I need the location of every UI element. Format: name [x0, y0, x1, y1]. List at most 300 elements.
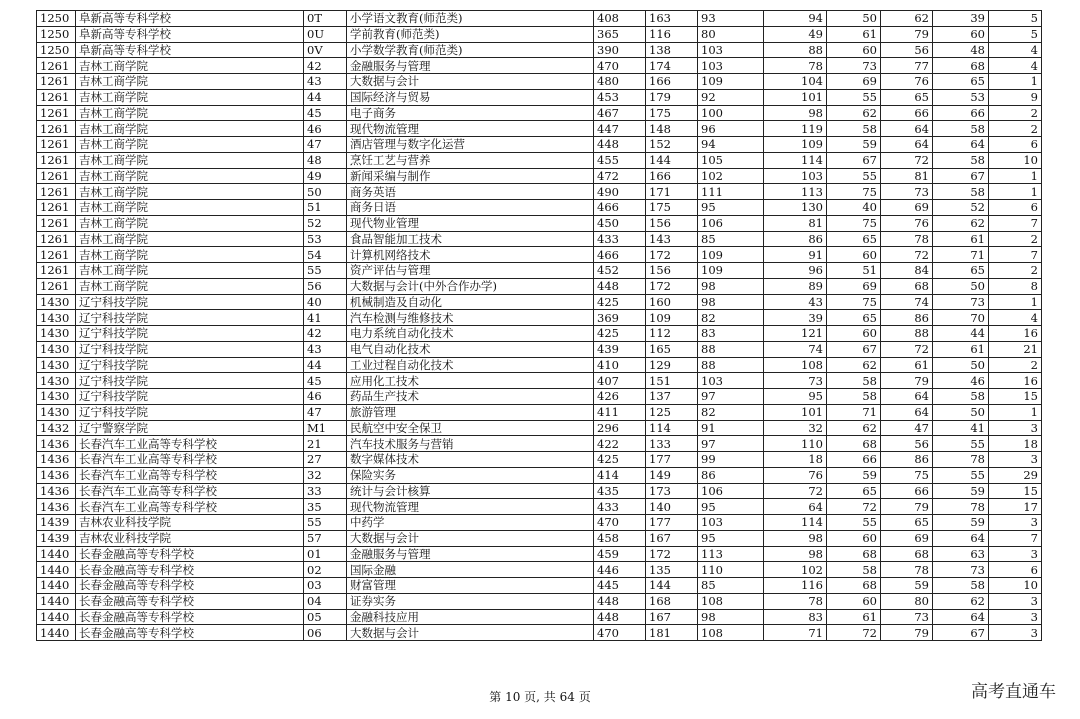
cell-major-name: 现代物业管理: [347, 215, 594, 231]
cell-score-d: 55: [827, 89, 881, 105]
cell-score-d: 61: [827, 26, 881, 42]
cell-score-a: 151: [646, 373, 698, 389]
cell-major-name: 金融服务与管理: [347, 58, 594, 74]
cell-score-b: 85: [698, 231, 764, 247]
cell-score-f: 73: [933, 562, 989, 578]
cell-major-name: 大数据与会计: [347, 74, 594, 90]
table-row: [37, 184, 1042, 200]
cell-score-d: 75: [827, 215, 881, 231]
cell-score-c: 91: [764, 247, 827, 263]
cell-score-total: 466: [594, 200, 646, 216]
cell-college-code: 1430: [37, 404, 76, 420]
cell-score-e: 73: [881, 609, 933, 625]
cell-college-name: 长春汽车工业高等专科学校: [76, 483, 304, 499]
cell-score-e: 64: [881, 389, 933, 405]
cell-major-code: 44: [304, 89, 347, 105]
cell-score-b: 103: [698, 373, 764, 389]
table-row: [37, 137, 1042, 153]
cell-major-code: 05: [304, 609, 347, 625]
cell-score-d: 59: [827, 467, 881, 483]
cell-score-a: 125: [646, 404, 698, 420]
cell-major-name: 民航空中安全保卫: [347, 420, 594, 436]
cell-score-a: 156: [646, 215, 698, 231]
table-row: [37, 625, 1042, 641]
cell-major-code: 32: [304, 467, 347, 483]
cell-score-d: 55: [827, 168, 881, 184]
cell-score-b: 103: [698, 58, 764, 74]
cell-score-e: 77: [881, 58, 933, 74]
cell-college-code: 1261: [37, 278, 76, 294]
cell-college-name: 长春汽车工业高等专科学校: [76, 452, 304, 468]
cell-college-name: 辽宁警察学院: [76, 420, 304, 436]
table-row: [37, 26, 1042, 42]
cell-college-code: 1436: [37, 436, 76, 452]
table-row: [37, 247, 1042, 263]
cell-score-total: 448: [594, 609, 646, 625]
table-row: [37, 341, 1042, 357]
table-row: [37, 593, 1042, 609]
cell-major-name: 财富管理: [347, 578, 594, 594]
cell-score-c: 88: [764, 42, 827, 58]
cell-score-a: 171: [646, 184, 698, 200]
cell-major-name: 工业过程自动化技术: [347, 357, 594, 373]
cell-major-name: 旅游管理: [347, 404, 594, 420]
cell-score-b: 97: [698, 436, 764, 452]
cell-score-total: 439: [594, 341, 646, 357]
cell-college-code: 1440: [37, 546, 76, 562]
cell-rank-count: 5: [989, 11, 1042, 27]
cell-rank-count: 18: [989, 436, 1042, 452]
cell-score-a: 143: [646, 231, 698, 247]
cell-college-name: 吉林工商学院: [76, 278, 304, 294]
cell-college-code: 1261: [37, 231, 76, 247]
cell-college-name: 阜新高等专科学校: [76, 11, 304, 27]
cell-major-code: 46: [304, 121, 347, 137]
cell-rank-count: 3: [989, 420, 1042, 436]
cell-major-name: 大数据与会计: [347, 530, 594, 546]
watermark-logo-text: 高考直通车: [971, 682, 1056, 702]
cell-score-f: 46: [933, 373, 989, 389]
cell-score-f: 65: [933, 74, 989, 90]
cell-score-b: 108: [698, 625, 764, 641]
cell-score-a: 174: [646, 58, 698, 74]
cell-college-code: 1261: [37, 137, 76, 153]
cell-score-f: 64: [933, 530, 989, 546]
cell-score-e: 73: [881, 184, 933, 200]
cell-score-a: 173: [646, 483, 698, 499]
cell-score-d: 59: [827, 137, 881, 153]
cell-rank-count: 21: [989, 341, 1042, 357]
cell-score-a: 165: [646, 341, 698, 357]
cell-score-f: 64: [933, 609, 989, 625]
cell-score-f: 60: [933, 26, 989, 42]
cell-score-f: 67: [933, 168, 989, 184]
cell-score-b: 80: [698, 26, 764, 42]
cell-college-code: 1440: [37, 609, 76, 625]
table-row: [37, 562, 1042, 578]
cell-college-code: 1430: [37, 373, 76, 389]
cell-score-d: 71: [827, 404, 881, 420]
cell-major-name: 商务英语: [347, 184, 594, 200]
cell-score-b: 95: [698, 200, 764, 216]
cell-college-code: 1436: [37, 467, 76, 483]
cell-score-b: 95: [698, 499, 764, 515]
cell-score-b: 100: [698, 105, 764, 121]
cell-score-e: 76: [881, 74, 933, 90]
cell-major-code: 02: [304, 562, 347, 578]
cell-major-code: 47: [304, 404, 347, 420]
table-row: [37, 105, 1042, 121]
cell-score-c: 103: [764, 168, 827, 184]
cell-score-e: 86: [881, 310, 933, 326]
cell-college-name: 吉林工商学院: [76, 89, 304, 105]
table-row: [37, 483, 1042, 499]
cell-rank-count: 7: [989, 215, 1042, 231]
cell-score-f: 63: [933, 546, 989, 562]
cell-college-name: 阜新高等专科学校: [76, 26, 304, 42]
cell-rank-count: 3: [989, 625, 1042, 641]
cell-major-name: 大数据与会计(中外合作办学): [347, 278, 594, 294]
cell-rank-count: 2: [989, 105, 1042, 121]
cell-college-name: 吉林工商学院: [76, 168, 304, 184]
cell-score-b: 102: [698, 168, 764, 184]
cell-major-code: 55: [304, 515, 347, 531]
cell-score-f: 71: [933, 247, 989, 263]
cell-major-name: 食品智能加工技术: [347, 231, 594, 247]
cell-score-e: 72: [881, 247, 933, 263]
cell-score-total: 448: [594, 278, 646, 294]
cell-score-total: 426: [594, 389, 646, 405]
cell-major-name: 统计与会计核算: [347, 483, 594, 499]
table-row: [37, 168, 1042, 184]
cell-major-code: 21: [304, 436, 347, 452]
cell-score-f: 48: [933, 42, 989, 58]
cell-score-e: 69: [881, 530, 933, 546]
cell-score-c: 32: [764, 420, 827, 436]
cell-score-c: 114: [764, 515, 827, 531]
cell-score-b: 83: [698, 326, 764, 342]
cell-score-b: 106: [698, 483, 764, 499]
cell-college-code: 1430: [37, 341, 76, 357]
cell-score-d: 62: [827, 420, 881, 436]
cell-score-a: 181: [646, 625, 698, 641]
cell-score-total: 411: [594, 404, 646, 420]
cell-score-a: 177: [646, 515, 698, 531]
cell-score-c: 39: [764, 310, 827, 326]
cell-rank-count: 2: [989, 121, 1042, 137]
cell-college-code: 1430: [37, 357, 76, 373]
cell-college-code: 1440: [37, 578, 76, 594]
cell-score-total: 414: [594, 467, 646, 483]
cell-major-name: 国际金融: [347, 562, 594, 578]
table-row: [37, 74, 1042, 90]
table-row: [37, 609, 1042, 625]
cell-score-c: 83: [764, 609, 827, 625]
cell-major-code: 43: [304, 341, 347, 357]
cell-college-code: 1250: [37, 26, 76, 42]
cell-score-total: 455: [594, 152, 646, 168]
cell-score-d: 58: [827, 562, 881, 578]
cell-rank-count: 7: [989, 247, 1042, 263]
cell-rank-count: 1: [989, 184, 1042, 200]
cell-score-c: 94: [764, 11, 827, 27]
cell-score-c: 98: [764, 530, 827, 546]
cell-rank-count: 16: [989, 373, 1042, 389]
cell-score-d: 72: [827, 499, 881, 515]
cell-score-a: 140: [646, 499, 698, 515]
cell-college-code: 1261: [37, 89, 76, 105]
cell-college-code: 1440: [37, 593, 76, 609]
cell-score-a: 156: [646, 263, 698, 279]
cell-score-b: 109: [698, 247, 764, 263]
cell-score-d: 60: [827, 42, 881, 58]
cell-college-name: 吉林工商学院: [76, 152, 304, 168]
cell-score-e: 72: [881, 341, 933, 357]
cell-score-total: 408: [594, 11, 646, 27]
cell-score-f: 68: [933, 58, 989, 74]
cell-score-b: 105: [698, 152, 764, 168]
cell-rank-count: 10: [989, 152, 1042, 168]
cell-college-name: 辽宁科技学院: [76, 373, 304, 389]
cell-major-code: 57: [304, 530, 347, 546]
cell-score-f: 65: [933, 263, 989, 279]
cell-score-b: 98: [698, 278, 764, 294]
cell-college-name: 辽宁科技学院: [76, 341, 304, 357]
cell-score-d: 65: [827, 231, 881, 247]
table-row: [37, 11, 1042, 27]
cell-college-code: 1261: [37, 121, 76, 137]
cell-major-name: 现代物流管理: [347, 121, 594, 137]
cell-score-total: 459: [594, 546, 646, 562]
cell-score-c: 49: [764, 26, 827, 42]
cell-score-d: 66: [827, 452, 881, 468]
cell-college-code: 1439: [37, 530, 76, 546]
cell-college-name: 吉林农业科技学院: [76, 530, 304, 546]
table-row: [37, 89, 1042, 105]
cell-score-a: 175: [646, 105, 698, 121]
cell-score-f: 44: [933, 326, 989, 342]
cell-score-c: 98: [764, 546, 827, 562]
cell-score-total: 296: [594, 420, 646, 436]
cell-college-name: 长春汽车工业高等专科学校: [76, 436, 304, 452]
table-row: [37, 436, 1042, 452]
cell-major-code: 35: [304, 499, 347, 515]
cell-rank-count: 1: [989, 294, 1042, 310]
cell-score-total: 470: [594, 515, 646, 531]
cell-college-name: 长春汽车工业高等专科学校: [76, 467, 304, 483]
cell-score-b: 103: [698, 515, 764, 531]
cell-score-total: 407: [594, 373, 646, 389]
cell-college-name: 吉林工商学院: [76, 58, 304, 74]
cell-college-code: 1440: [37, 562, 76, 578]
cell-score-total: 422: [594, 436, 646, 452]
table-row: [37, 578, 1042, 594]
cell-college-name: 辽宁科技学院: [76, 389, 304, 405]
cell-score-a: 137: [646, 389, 698, 405]
cell-score-f: 66: [933, 105, 989, 121]
cell-score-c: 130: [764, 200, 827, 216]
cell-major-code: 51: [304, 200, 347, 216]
cell-college-name: 吉林工商学院: [76, 74, 304, 90]
cell-score-e: 84: [881, 263, 933, 279]
cell-score-c: 76: [764, 467, 827, 483]
cell-score-d: 67: [827, 341, 881, 357]
cell-score-c: 43: [764, 294, 827, 310]
cell-score-e: 79: [881, 26, 933, 42]
cell-major-code: 0T: [304, 11, 347, 27]
cell-major-name: 金融服务与管理: [347, 546, 594, 562]
cell-score-b: 95: [698, 530, 764, 546]
cell-score-b: 110: [698, 562, 764, 578]
cell-score-e: 69: [881, 200, 933, 216]
cell-score-f: 58: [933, 578, 989, 594]
cell-score-d: 60: [827, 247, 881, 263]
cell-score-a: 109: [646, 310, 698, 326]
cell-score-total: 452: [594, 263, 646, 279]
cell-score-b: 96: [698, 121, 764, 137]
cell-college-name: 吉林工商学院: [76, 200, 304, 216]
cell-score-total: 410: [594, 357, 646, 373]
cell-score-total: 453: [594, 89, 646, 105]
cell-major-code: 04: [304, 593, 347, 609]
table-row: [37, 200, 1042, 216]
cell-score-d: 69: [827, 74, 881, 90]
cell-rank-count: 29: [989, 467, 1042, 483]
cell-score-b: 91: [698, 420, 764, 436]
cell-score-a: 179: [646, 89, 698, 105]
cell-score-b: 88: [698, 357, 764, 373]
cell-major-name: 应用化工技术: [347, 373, 594, 389]
cell-score-e: 79: [881, 625, 933, 641]
cell-score-c: 64: [764, 499, 827, 515]
cell-rank-count: 3: [989, 593, 1042, 609]
cell-major-code: 0V: [304, 42, 347, 58]
cell-score-b: 108: [698, 593, 764, 609]
cell-major-name: 保险实务: [347, 467, 594, 483]
cell-score-d: 58: [827, 373, 881, 389]
cell-rank-count: 15: [989, 483, 1042, 499]
cell-score-b: 98: [698, 294, 764, 310]
cell-score-e: 64: [881, 137, 933, 153]
cell-college-code: 1261: [37, 58, 76, 74]
cell-rank-count: 5: [989, 26, 1042, 42]
cell-score-c: 96: [764, 263, 827, 279]
cell-rank-count: 16: [989, 326, 1042, 342]
cell-score-a: 149: [646, 467, 698, 483]
cell-score-e: 56: [881, 42, 933, 58]
cell-score-b: 82: [698, 310, 764, 326]
cell-major-name: 电子商务: [347, 105, 594, 121]
cell-score-total: 447: [594, 121, 646, 137]
cell-score-total: 445: [594, 578, 646, 594]
cell-score-b: 109: [698, 263, 764, 279]
cell-major-code: 49: [304, 168, 347, 184]
cell-rank-count: 2: [989, 263, 1042, 279]
cell-rank-count: 1: [989, 404, 1042, 420]
table-row: [37, 499, 1042, 515]
cell-major-name: 国际经济与贸易: [347, 89, 594, 105]
table-row: [37, 389, 1042, 405]
cell-major-name: 机械制造及自动化: [347, 294, 594, 310]
cell-major-code: 46: [304, 389, 347, 405]
cell-score-e: 64: [881, 121, 933, 137]
cell-major-code: 0U: [304, 26, 347, 42]
cell-major-code: 06: [304, 625, 347, 641]
table-row: [37, 530, 1042, 546]
cell-score-c: 95: [764, 389, 827, 405]
cell-major-name: 烹饪工艺与营养: [347, 152, 594, 168]
cell-score-c: 108: [764, 357, 827, 373]
cell-score-f: 52: [933, 200, 989, 216]
cell-score-a: 112: [646, 326, 698, 342]
cell-college-code: 1430: [37, 294, 76, 310]
cell-major-name: 商务日语: [347, 200, 594, 216]
cell-major-name: 酒店管理与数字化运营: [347, 137, 594, 153]
cell-score-total: 369: [594, 310, 646, 326]
cell-score-d: 69: [827, 278, 881, 294]
cell-rank-count: 9: [989, 89, 1042, 105]
cell-score-d: 72: [827, 625, 881, 641]
cell-score-b: 88: [698, 341, 764, 357]
cell-college-code: 1430: [37, 310, 76, 326]
cell-score-total: 472: [594, 168, 646, 184]
cell-score-f: 39: [933, 11, 989, 27]
cell-score-total: 433: [594, 499, 646, 515]
cell-score-e: 68: [881, 546, 933, 562]
cell-score-d: 40: [827, 200, 881, 216]
cell-college-name: 吉林工商学院: [76, 184, 304, 200]
cell-major-name: 中药学: [347, 515, 594, 531]
cell-college-code: 1436: [37, 452, 76, 468]
table-row: [37, 294, 1042, 310]
cell-college-code: 1436: [37, 483, 76, 499]
cell-score-f: 41: [933, 420, 989, 436]
cell-score-c: 73: [764, 373, 827, 389]
cell-major-name: 大数据与会计: [347, 625, 594, 641]
cell-major-code: 41: [304, 310, 347, 326]
table-row: [37, 357, 1042, 373]
cell-rank-count: 3: [989, 546, 1042, 562]
cell-major-name: 计算机网络技术: [347, 247, 594, 263]
cell-score-c: 78: [764, 593, 827, 609]
cell-score-c: 104: [764, 74, 827, 90]
cell-score-d: 68: [827, 436, 881, 452]
cell-score-a: 172: [646, 247, 698, 263]
cell-score-total: 450: [594, 215, 646, 231]
cell-major-code: 55: [304, 263, 347, 279]
cell-score-e: 56: [881, 436, 933, 452]
cell-rank-count: 7: [989, 530, 1042, 546]
cell-score-a: 166: [646, 74, 698, 90]
cell-college-name: 吉林工商学院: [76, 137, 304, 153]
cell-score-f: 55: [933, 467, 989, 483]
cell-score-e: 68: [881, 278, 933, 294]
cell-score-total: 446: [594, 562, 646, 578]
cell-score-e: 78: [881, 562, 933, 578]
cell-major-code: 53: [304, 231, 347, 247]
page-footer: 第 10 页, 共 64 页: [489, 690, 591, 704]
cell-score-c: 101: [764, 404, 827, 420]
cell-score-c: 109: [764, 137, 827, 153]
cell-score-d: 51: [827, 263, 881, 279]
cell-score-f: 50: [933, 404, 989, 420]
cell-college-code: 1261: [37, 247, 76, 263]
cell-major-code: 45: [304, 105, 347, 121]
cell-score-a: 152: [646, 137, 698, 153]
cell-college-code: 1250: [37, 11, 76, 27]
cell-college-name: 吉林工商学院: [76, 121, 304, 137]
cell-score-b: 109: [698, 74, 764, 90]
